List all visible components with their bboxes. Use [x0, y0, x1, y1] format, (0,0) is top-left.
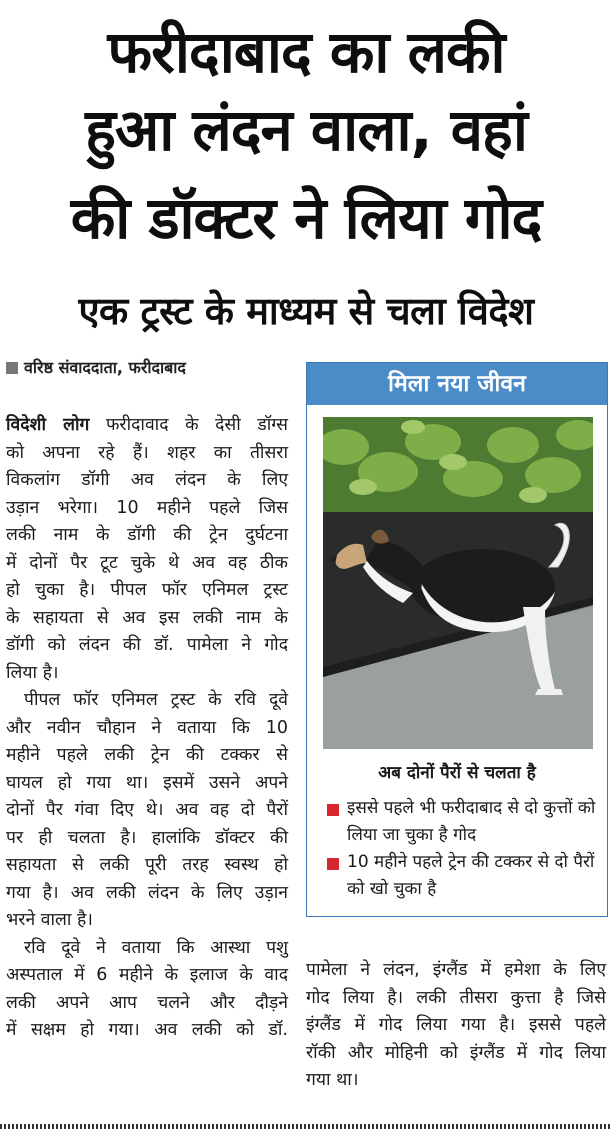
article-line: विदेशी लोग फरीदावाद के देसी डॉग्स — [6, 415, 288, 435]
sidebar-box — [306, 362, 608, 917]
byline-text: वरिष्ठ संवाददाता, फरीदाबाद — [24, 358, 186, 377]
article-line: लकी नाम के डॉगी की ट्रेन दुर्घटना — [6, 525, 288, 545]
bottom-divider — [0, 1124, 612, 1129]
article-line: हो चुका है। पीपल फॉर एनिमल ट्रस्ट — [6, 580, 288, 600]
article-line: लकी अपने आप चलने और दौड़ने — [6, 992, 288, 1013]
article-right-column — [306, 957, 606, 1095]
article-lead: विदेशी लोग — [6, 415, 90, 435]
article-left-column — [6, 412, 288, 1045]
photo-caption: अब दोनों पैरों से चलता है — [378, 763, 536, 783]
article-line: लिया है। — [6, 662, 59, 683]
article-line: इंग्लैंड में गोद लिया गया है। इससे पहले — [306, 1015, 606, 1035]
article-line: में सक्षम हो गया। अव लकी को डॉ. — [6, 1020, 288, 1040]
dog-photo — [323, 417, 593, 749]
article-line: घायल हो गया था। इसमें उसने अपने — [6, 772, 288, 793]
article-line: विकलांग डॉगी अव लंदन के लिए — [6, 470, 288, 490]
article-line: उड़ान भरेगा। 10 महीने पहले जिस — [6, 497, 288, 518]
article-line: गोद लिया है। लकी तीसरा कुत्ता है जिसे — [306, 987, 606, 1008]
article-line: गया था। — [306, 1070, 359, 1090]
article-line: को अपना रहे हैं। शहर का तीसरा — [6, 442, 288, 463]
article-line: और नवीन चौहान ने वताया कि 10 — [6, 717, 288, 738]
byline-square-icon — [6, 362, 18, 374]
bullet-text: इससे पहले भी फरीदाबाद से दो कुत्तों को लिया जा चुका है गोद — [347, 798, 596, 845]
article-line: सहायता से लकी पूरी तरह स्वस्थ हो — [6, 855, 288, 875]
article-line: पर ही चलता है। हालांकि डॉक्टर की — [6, 827, 288, 848]
dog-photo-illustration — [323, 417, 593, 749]
bullet-text: 10 महीने पहले ट्रेन की टक्कर से दो पैरों को खो चुका है — [347, 852, 595, 899]
subheadline: एक ट्रस्ट के माध्यम से चला विदेश — [78, 289, 534, 333]
article-line: में दोनों पैर टूट चुके थे अव वह ठीक — [6, 552, 288, 573]
bullet-square-icon — [327, 858, 339, 870]
article-line: भरने वाला है। — [6, 910, 93, 930]
headline-line-3: की डॉक्टर ने लिया गोद — [70, 184, 542, 252]
article-line: रवि दूवे ने वताया कि आस्था पशु — [24, 937, 288, 958]
article-line: दोनों पैर गंवा दिए थे। अव वह दो पैरों — [6, 800, 288, 820]
article-line: पामेला ने लंदन, इंग्लैंड में हमेशा के लिए — [306, 960, 606, 980]
article-line: डॉगी को लंदन की डॉ. पामेला ने गोद — [6, 635, 288, 655]
article-line: रॉकी और मोहिनी को इंग्लैंड में गोद लिया — [306, 1042, 606, 1063]
bullet-square-icon — [327, 804, 339, 816]
sidebar-bullets — [327, 795, 599, 903]
headline-line-2: हुआ लंदन वाला, वहां — [85, 96, 527, 164]
article-line: पीपल फॉर एनिमल ट्रस्ट के रवि दूवे — [24, 690, 288, 710]
headline-line-1: फरीदाबाद का लकी — [107, 18, 505, 86]
article-line: अस्पताल में 6 महीने के इलाज के वाद — [6, 965, 288, 985]
sidebar-title: मिला नया जीवन — [307, 363, 607, 405]
article-line: गया है। अव लकी लंदन के लिए उड़ान — [6, 882, 288, 903]
list-item — [327, 795, 599, 849]
article-line: महीने पहले लकी ट्रेन की टक्कर से — [6, 745, 288, 765]
article-line: के सहायता से अव इस लकी नाम के — [6, 607, 288, 628]
byline — [6, 355, 186, 381]
list-item — [327, 849, 599, 903]
